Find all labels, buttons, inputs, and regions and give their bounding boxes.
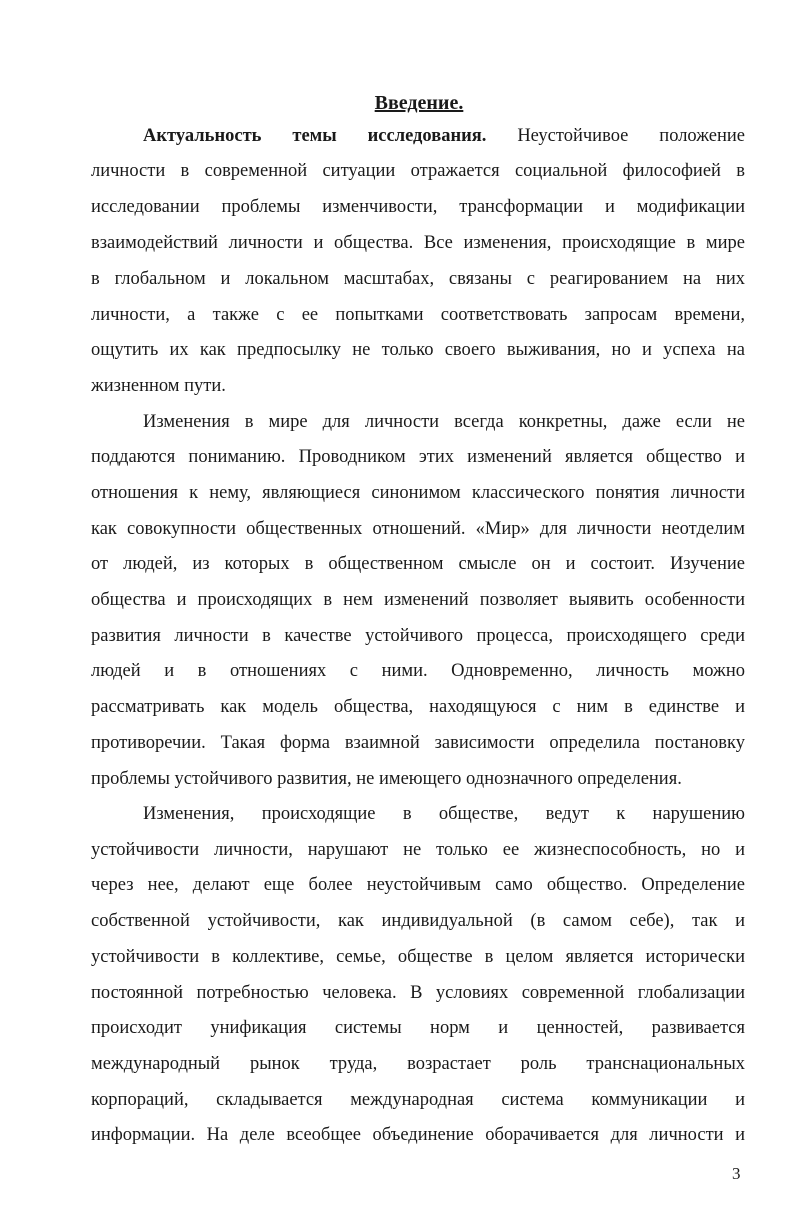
paragraph-3-line-7: происходит унификация системы норм и ценностей, развивается [91,1018,745,1038]
paragraph-2-line-2: поддаются пониманию. Проводником этих изменений является общество и [91,447,745,467]
paragraph-1-line-8: жизненном пути. [91,376,226,396]
paragraph-1-line-4: взаимодействий личности и общества. Все изменения, происходящие в мире [91,233,745,253]
paragraph-3-line-9: корпораций, складывается международная система коммуникации и [91,1090,745,1110]
paragraph-2-line-1: Изменения в мире для личности всегда конкретны, даже если не [143,412,745,432]
paragraph-3-line-2: устойчивости личности, нарушают не только ее жизнеспособность, но и [91,840,745,860]
paragraph-3-line-10: информации. На деле всеобщее объединение оборачивается для личности и [91,1125,745,1145]
paragraph-1-line-1-text: Неустойчивое положение [517,126,745,146]
section-title: Введение. [374,92,464,114]
paragraph-1-line-3: исследовании проблемы изменчивости, трансформации и модификации [91,197,745,217]
paragraph-2-line-4: как совокупности общественных отношений. «Мир» для личности неотделим [91,519,745,539]
paragraph-2-line-3: отношения к нему, являющиеся синонимом классического понятия личности [91,483,745,503]
paragraph-3-line-8: международный рынок труда, возрастает роль транснациональных [91,1054,745,1074]
paragraph-1-line-7: ощутить их как предпосылку не только своего выживания, но и успеха на [91,340,745,360]
paragraph-1-line-2: личности в современной ситуации отражается социальной философией в [91,161,745,181]
paragraph-2-line-11: проблемы устойчивого развития, не имеющего однозначного определения. [91,769,682,789]
paragraph-2-line-7: развития личности в качестве устойчивого процесса, происходящего среди [91,626,745,646]
paragraph-3-line-6: постоянной потребностью человека. В условиях современной глобализации [91,983,745,1003]
paragraph-3-line-4: собственной устойчивости, как индивидуальной (в самом себе), так и [91,911,745,931]
paragraph-1-lead: Актуальность темы исследования. [143,126,487,146]
paragraph-1-line-5: в глобальном и локальном масштабах, связаны с реагированием на них [91,269,745,289]
paragraph-2-line-9: рассматривать как модель общества, находящуюся с ним в единстве и [91,697,745,717]
paragraph-2-line-8: людей и в отношениях с ними. Одновременно, личность можно [91,661,745,681]
paragraph-3-line-1: Изменения, происходящие в обществе, ведут к нарушению [143,804,745,824]
page-number: 3 [732,1164,741,1183]
paragraph-1-line-6: личности, а также с ее попытками соответствовать запросам времени, [91,305,745,325]
paragraph-2-line-6: общества и происходящих в нем изменений позволяет выявить особенности [91,590,745,610]
paragraph-2-line-5: от людей, из которых в общественном смысле он и состоит. Изучение [91,554,745,574]
paragraph-3-line-3: через нее, делают еще более неустойчивым само общество. Определение [91,875,745,895]
paragraph-2-line-10: противоречии. Такая форма взаимной зависимости определила постановку [91,733,745,753]
paragraph-1-line-1 [143,122,745,150]
paragraph-3-line-5: устойчивости в коллективе, семье, обществе в целом является исторически [91,947,745,967]
